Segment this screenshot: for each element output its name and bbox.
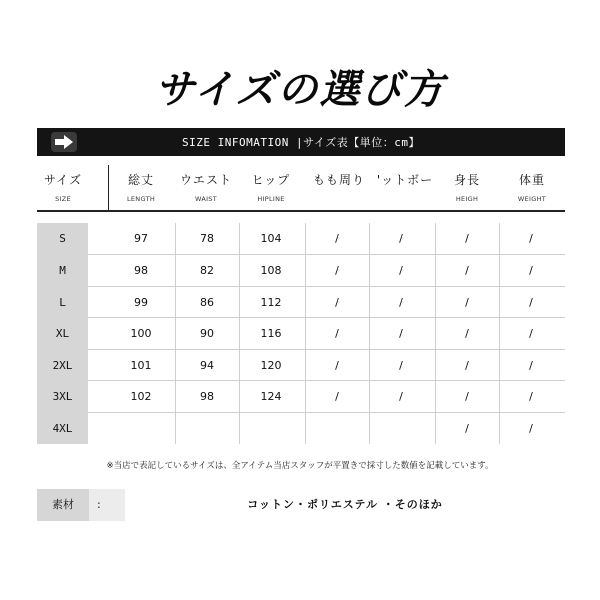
- col-waist: ウエスト WAIST: [179, 173, 232, 203]
- height-value: /: [465, 327, 469, 340]
- size-label: 4XL: [52, 422, 73, 435]
- hip-value: 120: [260, 359, 282, 372]
- length-value: 102: [130, 390, 152, 403]
- material-colon: :: [97, 498, 101, 511]
- waist-value: 86: [200, 296, 214, 309]
- banner-text: SIZE INFOMATION |サイズ表【単位：cm】: [182, 136, 420, 149]
- page-title: サイズの選び方: [154, 67, 446, 113]
- size-label: XL: [55, 327, 70, 340]
- material-value: コットン・ポリエステル ・そのほか: [125, 489, 565, 521]
- thigh-value: /: [335, 327, 339, 340]
- thigh-value: [305, 413, 369, 444]
- col-hip: ヒップ HIPLINE: [251, 173, 291, 203]
- thigh-value: /: [335, 264, 339, 277]
- table-row: [37, 255, 565, 286]
- col-height: 身長 HEIGH: [453, 173, 480, 203]
- rise-value: /: [399, 390, 403, 403]
- thigh-value: /: [335, 390, 339, 403]
- waist-value: 90: [200, 327, 214, 340]
- col-weight: 体重 WEIGHT: [517, 173, 547, 203]
- arrow-right-icon: [50, 131, 78, 153]
- length-value: 100: [130, 327, 152, 340]
- table-row: [37, 381, 565, 412]
- length-value: 97: [134, 232, 148, 245]
- height-value: /: [465, 296, 469, 309]
- hip-value: 108: [260, 264, 282, 277]
- weight-value: /: [529, 390, 533, 403]
- size-label: 2XL: [52, 359, 73, 372]
- weight-value: /: [529, 422, 533, 435]
- table-row: [37, 287, 565, 318]
- weight-value: /: [529, 264, 533, 277]
- length-value: [109, 413, 173, 444]
- col-size: サイズ SIZE: [43, 173, 83, 203]
- waist-value: 94: [200, 359, 214, 372]
- hip-value: 112: [260, 296, 282, 309]
- height-value: /: [465, 390, 469, 403]
- hip-value: [239, 413, 303, 444]
- length-value: 101: [130, 359, 152, 372]
- hip-value: 124: [260, 390, 282, 403]
- weight-value: /: [529, 359, 533, 372]
- waist-value: [175, 413, 239, 444]
- measurement-note: ※当店で表記しているサイズは、全アイテム当店スタッフが平置きで採寸した数値を記載しています。: [106, 461, 494, 471]
- thigh-value: /: [335, 359, 339, 372]
- hip-value: 104: [260, 232, 282, 245]
- table-row: [37, 318, 565, 349]
- height-value: /: [465, 264, 469, 277]
- weight-value: /: [529, 327, 533, 340]
- waist-value: 82: [200, 264, 214, 277]
- weight-value: /: [529, 232, 533, 245]
- rise-value: /: [399, 327, 403, 340]
- size-label: 3XL: [52, 390, 73, 403]
- table-row: [37, 223, 565, 254]
- rise-value: [369, 413, 433, 444]
- rise-value: /: [399, 296, 403, 309]
- height-value: /: [465, 232, 469, 245]
- weight-value: /: [529, 296, 533, 309]
- length-value: 99: [134, 296, 148, 309]
- table-header: [37, 165, 565, 211]
- col-length: 総丈 LENGTH: [126, 173, 156, 203]
- col-rise: 'ットボー: [376, 173, 434, 187]
- rise-value: /: [399, 232, 403, 245]
- size-label: M: [59, 264, 66, 277]
- size-label: S: [59, 232, 66, 245]
- thigh-value: /: [335, 232, 339, 245]
- height-value: /: [465, 422, 469, 435]
- height-value: /: [465, 359, 469, 372]
- size-info-banner: [37, 128, 565, 156]
- length-value: 98: [134, 264, 148, 277]
- waist-value: 98: [200, 390, 214, 403]
- material-label: 素材: [37, 489, 89, 521]
- header-divider: [37, 210, 565, 212]
- material-row: [37, 489, 565, 521]
- col-thigh: もも周り: [312, 173, 365, 187]
- rise-value: /: [399, 264, 403, 277]
- size-label: L: [59, 296, 66, 309]
- rise-value: /: [399, 359, 403, 372]
- hip-value: 116: [260, 327, 282, 340]
- waist-value: 78: [200, 232, 214, 245]
- table-row: [37, 413, 565, 444]
- thigh-value: /: [335, 296, 339, 309]
- header-divider-vertical: [108, 165, 109, 211]
- table-row: [37, 350, 565, 381]
